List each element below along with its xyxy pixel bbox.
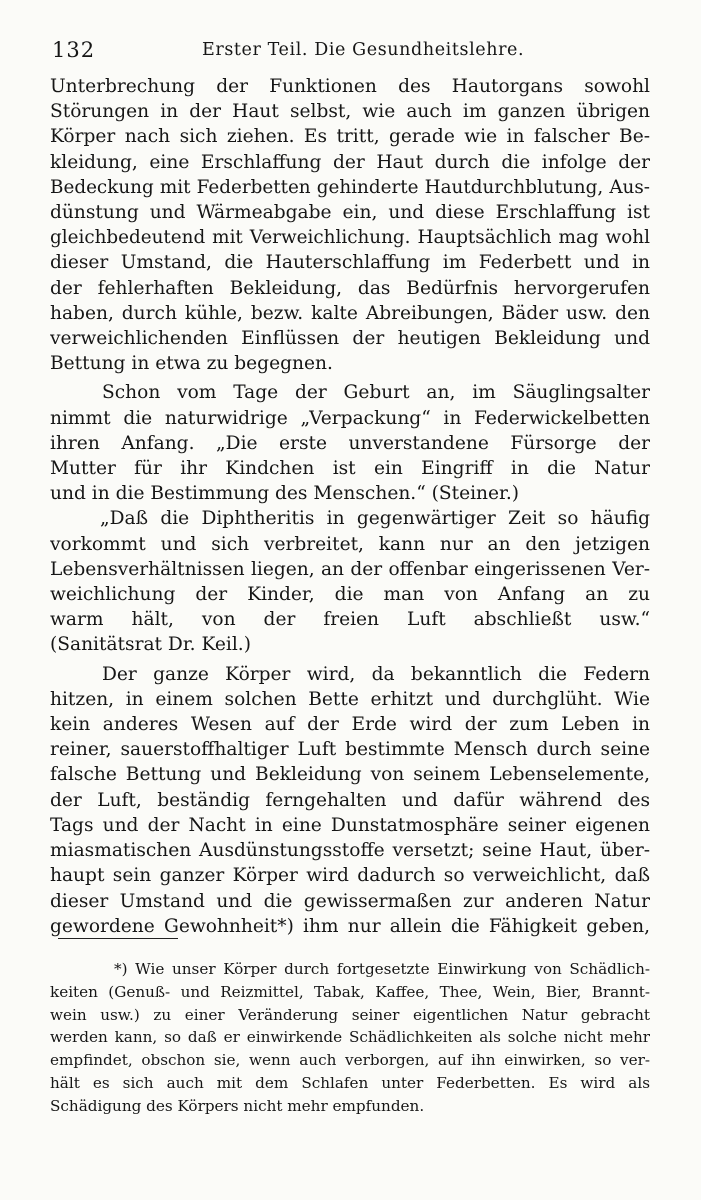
text-line: falsche Bettung und Bekleidung von seinem Lebenselemente, <box>50 764 650 786</box>
text-line: warm hält, von der freien Luft abschließt usw.“ <box>50 609 650 631</box>
text-line: Unterbrechung der Funktionen des Hautorgans sowohl <box>50 76 650 97</box>
text-line: dieser Umstand und die gewissermaßen zur anderen Natur <box>50 890 650 912</box>
text-line: der Luft, beständig ferngehalten und dafür während des <box>50 789 650 811</box>
text-line: „Daß die Diphtheritis in gegenwärtiger Zeit so häufig <box>100 508 650 530</box>
text-line: Mutter für ihr Kindchen ist ein Eingriff in die Natur <box>50 458 650 480</box>
text-line: dieser Umstand, die Hauterschlaffung im Federbett und in <box>50 252 650 274</box>
text-line: Lebensverhältnissen liegen, an der offenbar eingerissenen Ver- <box>50 558 650 580</box>
footnote-line: hält es sich auch mit dem Schlafen unter Federbetten. Es wird als <box>50 1073 650 1092</box>
text-line: Störungen in der Haut selbst, wie auch im ganzen übrigen <box>50 101 650 123</box>
text-line: Bettung in etwa zu begegnen. <box>50 353 333 375</box>
paragraph-3-quotation <box>50 506 650 657</box>
footnote <box>50 958 650 1118</box>
text-line: der fehlerhaften Bekleidung, das Bedürfnis hervorgerufen <box>50 277 650 299</box>
text-line: Tags und der Nacht in eine Dunstatmosphäre seiner eigenen <box>50 814 650 836</box>
text-line: (Sanitätsrat Dr. Keil.) <box>50 634 251 656</box>
paragraph-4 <box>50 662 650 939</box>
text-line: hitzen, in einem solchen Bette erhitzt und durchglüht. Wie <box>50 688 650 710</box>
text-line: haben, durch kühle, bezw. kalte Abreibungen, Bäder usw. den <box>50 302 650 324</box>
text-line: miasmatischen Ausdünstungsstoffe versetzt; seine Haut, über- <box>50 840 650 862</box>
footnote-line: empfindet, obschon sie, wenn auch verborgen, auf ihn einwirken, so ver- <box>50 1051 650 1070</box>
text-line: Bedeckung mit Federbetten gehinderte Hautdurchblutung, Aus- <box>50 176 650 198</box>
text-line: gleichbedeutend mit Verweichlichung. Hauptsächlich mag wohl <box>50 227 650 249</box>
text-line: vorkommt und sich verbreitet, kann nur an den jetzigen <box>50 533 650 555</box>
text-line: nimmt die naturwidrige „Verpackung“ in Federwickelbetten <box>50 407 650 429</box>
footnote-line: werden kann, so daß er einwirkende Schädlichkeiten als solche nicht mehr <box>50 1028 650 1047</box>
running-head: Erster Teil. Die Gesundheitslehre. <box>202 40 525 60</box>
footnote-divider <box>58 938 178 939</box>
text-line: und in die Bestimmung des Menschen.“ (Steiner.) <box>50 483 520 505</box>
footnote-line: keiten (Genuß- und Reizmittel, Tabak, Kaffee, Thee, Wein, Bier, Brannt- <box>50 982 650 1001</box>
paragraph-2 <box>50 380 650 506</box>
text-line: dünstung und Wärmeabgabe ein, und diese Erschlaffung ist <box>50 202 650 224</box>
footnote-line: Schädigung des Körpers nicht mehr empfunden. <box>50 1096 425 1115</box>
text-line: verweichlichenden Einflüssen der heutigen Bekleidung und <box>50 328 650 350</box>
paragraph-1 <box>50 74 650 376</box>
text-line: gewordene Gewohnheit*) ihm nur allein die Fähigkeit geben, <box>50 915 650 937</box>
text-line: reiner, sauerstoffhaltiger Luft bestimmte Mensch durch seine <box>50 739 650 761</box>
footnote-line: wein usw.) zu einer Veränderung seiner eigentlichen Natur gebracht <box>50 1005 650 1024</box>
text-line: haupt sein ganzer Körper wird dadurch so verweichlicht, daß <box>50 865 650 887</box>
text-line: weichlichung der Kinder, die man von Anfang an zu <box>50 584 650 606</box>
text-line: kein anderes Wesen auf der Erde wird der zum Leben in <box>50 714 650 736</box>
footnote-line: *) Wie unser Körper durch fortgesetzte Einwirkung von Schädlich- <box>114 960 650 978</box>
text-line: Schon vom Tage der Geburt an, im Säuglingsalter <box>102 382 650 404</box>
text-line: kleidung, eine Erschlaffung der Haut durch die infolge der <box>50 151 650 173</box>
text-line: Der ganze Körper wird, da bekanntlich die Federn <box>102 663 650 685</box>
page-number: 132 <box>52 38 96 62</box>
page-header <box>52 38 656 68</box>
text-line: Körper nach sich ziehen. Es tritt, gerade wie in falscher Be- <box>50 126 650 148</box>
text-line: ihren Anfang. „Die erste unverstandene Fürsorge der <box>50 432 650 454</box>
body-text <box>50 74 650 939</box>
